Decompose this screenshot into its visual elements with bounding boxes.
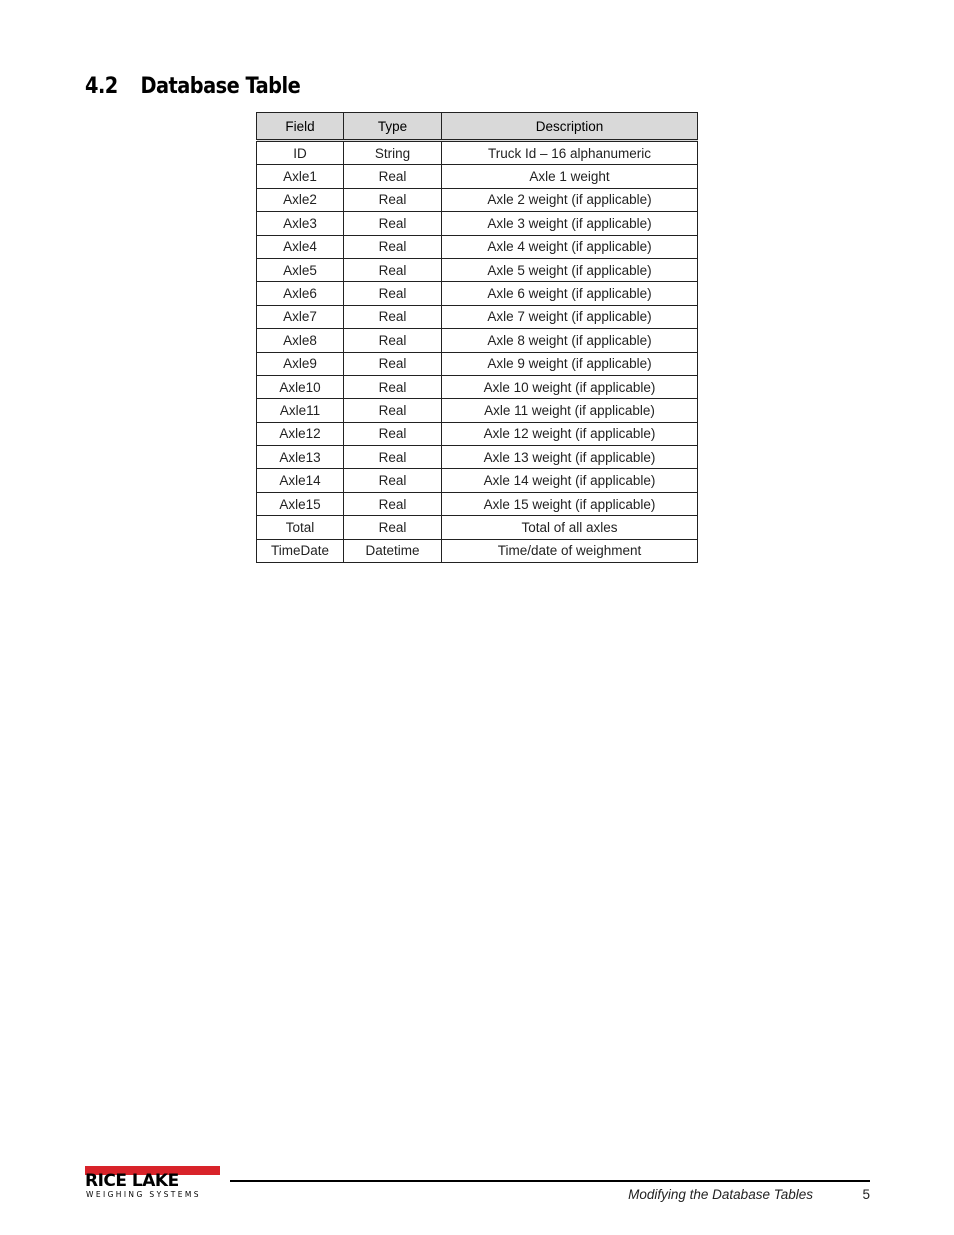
cell-field: Axle5 xyxy=(257,258,344,281)
cell-type: Real xyxy=(344,422,442,445)
table-row xyxy=(257,352,698,375)
table-row xyxy=(257,305,698,328)
cell-type: Real xyxy=(344,446,442,469)
cell-description: Axle 1 weight xyxy=(442,165,698,188)
rice-lake-logo xyxy=(85,1166,220,1200)
cell-type: Real xyxy=(344,492,442,515)
cell-description: Axle 4 weight (if applicable) xyxy=(442,235,698,258)
cell-description: Axle 7 weight (if applicable) xyxy=(442,305,698,328)
section-title: Database Table xyxy=(140,74,301,99)
table-header-row xyxy=(257,113,698,141)
cell-type: Real xyxy=(344,282,442,305)
table-row xyxy=(257,446,698,469)
table-row xyxy=(257,165,698,188)
cell-field: Axle15 xyxy=(257,492,344,515)
cell-description: Axle 11 weight (if applicable) xyxy=(442,399,698,422)
cell-description: Axle 3 weight (if applicable) xyxy=(442,212,698,235)
cell-description: Axle 14 weight (if applicable) xyxy=(442,469,698,492)
footer-page-number: 5 xyxy=(862,1187,870,1202)
cell-description: Axle 8 weight (if applicable) xyxy=(442,329,698,352)
cell-description: Axle 15 weight (if applicable) xyxy=(442,492,698,515)
cell-field: Axle7 xyxy=(257,305,344,328)
cell-type: Real xyxy=(344,258,442,281)
cell-description: Axle 6 weight (if applicable) xyxy=(442,282,698,305)
header-type: Type xyxy=(344,113,442,141)
cell-field: Axle11 xyxy=(257,399,344,422)
table-row xyxy=(257,188,698,211)
cell-type: String xyxy=(344,141,442,165)
cell-type: Real xyxy=(344,188,442,211)
table-row xyxy=(257,492,698,515)
table-body xyxy=(257,141,698,563)
table-row xyxy=(257,399,698,422)
cell-field: TimeDate xyxy=(257,539,344,562)
cell-field: Axle14 xyxy=(257,469,344,492)
cell-type: Real xyxy=(344,212,442,235)
table-row xyxy=(257,141,698,165)
cell-description: Axle 9 weight (if applicable) xyxy=(442,352,698,375)
header-field: Field xyxy=(257,113,344,141)
table-row xyxy=(257,212,698,235)
footer-chapter-title: Modifying the Database Tables xyxy=(628,1187,813,1202)
cell-description: Truck Id – 16 alphanumeric xyxy=(442,141,698,165)
cell-type: Real xyxy=(344,165,442,188)
cell-description: Axle 2 weight (if applicable) xyxy=(442,188,698,211)
cell-type: Real xyxy=(344,305,442,328)
table-row xyxy=(257,469,698,492)
cell-type: Datetime xyxy=(344,539,442,562)
table-row xyxy=(257,329,698,352)
cell-type: Real xyxy=(344,469,442,492)
cell-description: Axle 13 weight (if applicable) xyxy=(442,446,698,469)
logo-subtext: WEIGHING SYSTEMS xyxy=(86,1190,201,1199)
cell-field: Axle13 xyxy=(257,446,344,469)
cell-type: Real xyxy=(344,375,442,398)
section-number: 4.2 xyxy=(85,74,118,99)
cell-type: Real xyxy=(344,516,442,539)
table-row xyxy=(257,516,698,539)
cell-type: Real xyxy=(344,352,442,375)
table-row xyxy=(257,258,698,281)
cell-description: Axle 5 weight (if applicable) xyxy=(442,258,698,281)
cell-field: Axle12 xyxy=(257,422,344,445)
database-table xyxy=(256,112,698,563)
cell-field: Axle4 xyxy=(257,235,344,258)
cell-field: Axle6 xyxy=(257,282,344,305)
footer-rule xyxy=(230,1180,870,1182)
cell-type: Real xyxy=(344,235,442,258)
cell-field: Axle3 xyxy=(257,212,344,235)
cell-type: Real xyxy=(344,329,442,352)
cell-description: Total of all axles xyxy=(442,516,698,539)
table-row xyxy=(257,282,698,305)
cell-field: Total xyxy=(257,516,344,539)
table-row xyxy=(257,422,698,445)
table-row xyxy=(257,235,698,258)
cell-field: Axle2 xyxy=(257,188,344,211)
header-description: Description xyxy=(442,113,698,141)
cell-description: Time/date of weighment xyxy=(442,539,698,562)
cell-field: ID xyxy=(257,141,344,165)
cell-field: Axle10 xyxy=(257,375,344,398)
cell-description: Axle 12 weight (if applicable) xyxy=(442,422,698,445)
table-row xyxy=(257,375,698,398)
cell-field: Axle8 xyxy=(257,329,344,352)
table-row xyxy=(257,539,698,562)
cell-description: Axle 10 weight (if applicable) xyxy=(442,375,698,398)
cell-field: Axle1 xyxy=(257,165,344,188)
cell-type: Real xyxy=(344,399,442,422)
logo-wordmark: RICE LAKE xyxy=(85,1171,179,1191)
cell-field: Axle9 xyxy=(257,352,344,375)
section-heading xyxy=(85,74,300,99)
